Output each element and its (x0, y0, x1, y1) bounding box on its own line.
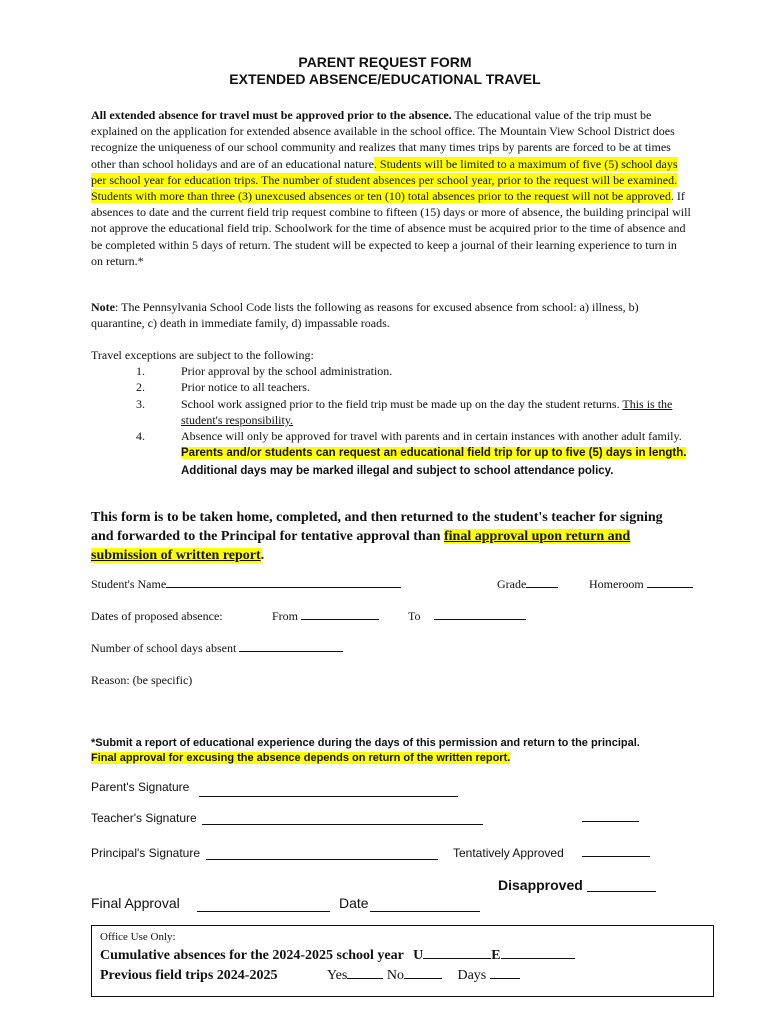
list-item (130, 379, 690, 395)
yes-label: Yes (326, 968, 348, 983)
parent-signature-label: Parent's Signature (91, 780, 190, 794)
from-label: From (272, 609, 299, 623)
teacher-signature-line[interactable] (202, 824, 483, 825)
intro-bold-lead: All extended absence for travel must be approved prior to the absence. (91, 108, 452, 122)
final-approval-line[interactable] (197, 911, 330, 912)
unexcused-label: U (413, 948, 424, 963)
form-instructions (91, 508, 671, 565)
disapproved-label: Disapproved (498, 877, 583, 893)
item-highlight: Parents and/or students can request an educational field trip for up to five (5) days in length. (181, 447, 687, 460)
item-underlined: This is the student's responsibility. (181, 396, 673, 427)
list-item (130, 428, 690, 479)
note-label: Note (91, 300, 115, 314)
previous-trips-label: Previous field trips 2024-2025 (100, 968, 278, 983)
submit-note-line2: Final approval for excusing the absence depends on return of the written report. (91, 752, 511, 764)
days-line[interactable] (490, 965, 520, 979)
office-use-box (91, 925, 714, 997)
instructions-end: . (260, 548, 265, 563)
item-number: 2. (136, 380, 145, 395)
student-name-label: Student's Name (91, 577, 167, 591)
instructions-highlight: final approval upon return and submission of written report (91, 529, 631, 563)
submit-note (91, 736, 731, 766)
to-label: To (408, 609, 421, 623)
instructions-text: This form is to be taken home, completed, and then returned to the student's teacher for signing and forwarded to the Principal for tentative approval than (91, 510, 663, 544)
days-absent-field[interactable] (91, 641, 343, 656)
item-number: 1. (136, 364, 145, 378)
exceptions-list (130, 363, 690, 479)
teacher-signature-label: Teacher's Signature (91, 811, 197, 825)
tentative-approved-line[interactable] (582, 856, 650, 857)
list-item (130, 363, 690, 379)
tentative-approved-label: Tentatively Approved (453, 846, 564, 860)
student-name-field[interactable] (91, 577, 401, 592)
note-text: : The Pennsylvania School Code lists the following as reasons for excused absence from school: a) illness, b) quarantine, c) death in immediate family, d) impassable roads. (91, 300, 639, 331)
intro-paragraph (91, 107, 691, 269)
no-line[interactable] (404, 965, 442, 979)
excused-label: E (491, 948, 501, 963)
intro-highlight: . Students will be limited to a maximum of five (5) school days per school year for education trips. The number of student absences per school year, prior to the request will be examined. Students with more than three (3) unexcused absences or ten (10) total absences prior to the request will not be approved (91, 156, 678, 204)
form-subtitle: EXTENDED ABSENCE/EDUCATIONAL TRAVEL (229, 71, 541, 87)
to-line[interactable] (434, 609, 526, 620)
item-text: School work assigned prior to the field trip must be made up on the day the student returns. (181, 396, 623, 411)
homeroom-label: Homeroom (589, 577, 644, 591)
item-text: Prior notice to all teachers. (181, 380, 310, 395)
principal-signature-label: Principal's Signature (91, 846, 201, 860)
parent-signature-line[interactable] (199, 796, 458, 797)
days-label: Days (457, 968, 487, 983)
days-absent-line[interactable] (239, 641, 343, 652)
dates-label: Dates of proposed absence: (91, 609, 223, 623)
final-approval-label: Final Approval (91, 895, 180, 911)
teacher-approval-line[interactable] (582, 821, 639, 822)
disapproved-line[interactable] (587, 891, 656, 892)
cumulative-label: Cumulative absences for the 2024-2025 school year (100, 948, 404, 963)
cumulative-absences-row (100, 945, 575, 964)
no-label: No (386, 968, 404, 983)
reason-label: Reason: (be specific) (91, 673, 193, 687)
grade-field[interactable] (497, 577, 558, 592)
item-text: Prior approval by the school administration. (181, 364, 393, 378)
homeroom-field[interactable] (589, 577, 693, 592)
note-paragraph (91, 299, 691, 331)
grade-label: Grade (497, 577, 527, 591)
intro-text-continued: . If absences to date and the current field trip request combine to fifteen (15) days or more of absence, the building principal will not approve the educational field trip. Schoolwork for the time of absence must be acquired prior to the time of absence and be completed within 5 days of return. The student will be expected to keep a journal of their learning experience to turn in on return.* (91, 189, 691, 268)
from-line[interactable] (301, 609, 379, 620)
date-label: Date (339, 895, 369, 911)
previous-trips-row (100, 965, 520, 984)
to-field[interactable] (408, 609, 526, 624)
submit-note-line1: *Submit a report of educational experience during the days of this permission and return to the principal. (91, 737, 640, 749)
form-title: PARENT REQUEST FORM (298, 54, 472, 70)
intro-text: The educational value of the trip must be explained on the application for extended absence available in the school office. The Mountain View School District does recognize the uniqueness of our school community and realizes that many times trips by parents are forced to be at times other than school holidays and are of an educational nature (91, 108, 675, 171)
list-item (130, 396, 690, 429)
student-name-line[interactable] (166, 577, 401, 588)
unexcused-line[interactable] (423, 945, 491, 959)
item-text: Absence will only be approved for travel with parents and in certain instances with another adult family. (181, 429, 682, 444)
date-line[interactable] (370, 911, 480, 912)
principal-signature-line[interactable] (206, 859, 438, 860)
from-field[interactable] (272, 609, 379, 624)
grade-line[interactable] (526, 577, 558, 588)
days-absent-label: Number of school days absent (91, 641, 237, 655)
office-use-label: Office Use Only: (100, 931, 176, 943)
item-number: 3. (136, 396, 145, 411)
homeroom-line[interactable] (647, 577, 693, 588)
exceptions-intro: Travel exceptions are subject to the following: (91, 348, 314, 362)
excused-line[interactable] (501, 945, 575, 959)
yes-line[interactable] (347, 965, 383, 979)
item-bold: Additional days may be marked illegal and subject to school attendance policy. (181, 464, 614, 477)
item-number: 4. (136, 429, 145, 444)
